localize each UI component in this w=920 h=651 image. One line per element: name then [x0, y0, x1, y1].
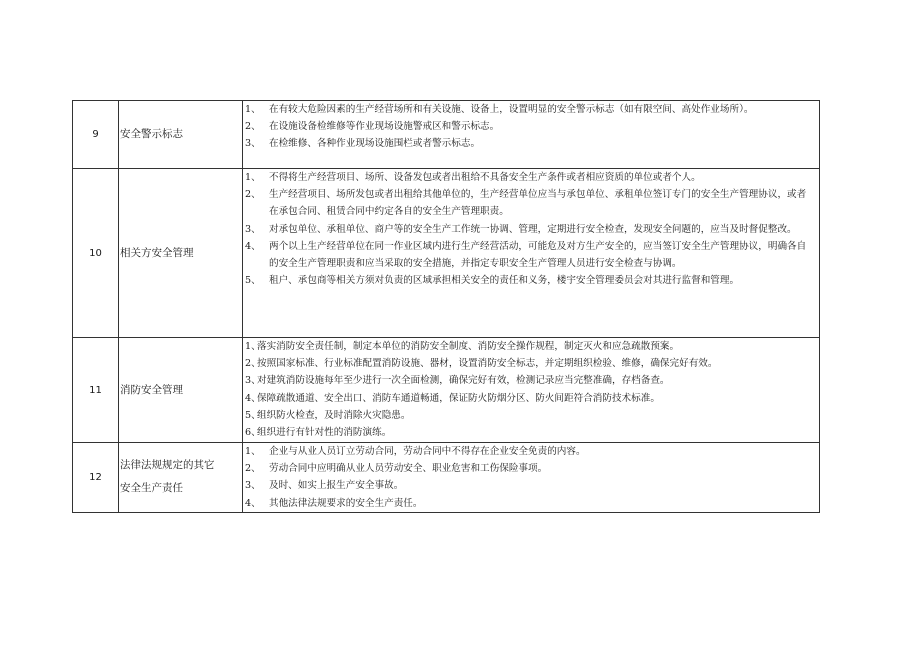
- item-marker: 3、: [245, 480, 261, 492]
- table-row: [73, 169, 820, 338]
- row-items: [243, 443, 820, 513]
- item-marker: 2、: [245, 121, 261, 133]
- item-text: 对承包单位、承租单位、商户等的安全生产工作统一协调、管理，定期进行安全检查，发现安全问题的，应当及时督促整改。: [269, 223, 797, 235]
- item-marker: 3、: [245, 375, 261, 387]
- item-marker: 4、: [245, 240, 261, 252]
- responsibility-table: [72, 100, 820, 513]
- row-title-line: 安全警示标志: [120, 128, 183, 140]
- item-marker: 4、: [245, 497, 261, 509]
- item-marker: 5、: [245, 409, 261, 421]
- row-number: 10: [73, 169, 119, 338]
- item-text: 组织进行有针对性的消防演练。: [257, 427, 392, 439]
- item-marker: 3、: [245, 223, 261, 235]
- item-marker: 6、: [245, 427, 261, 439]
- row-title-line: 安全生产责任: [120, 482, 183, 495]
- list-item: [243, 169, 819, 186]
- table-row: [73, 101, 820, 169]
- row-items: [243, 338, 820, 443]
- item-marker: 4、: [245, 392, 261, 404]
- item-text: 不得将生产经营项目、场所、设备发包或者出租给不具备安全生产条件或者相应资质的单位或者个人。: [269, 172, 701, 183]
- item-text: 劳动合同中应明确从业人员劳动安全、职业危害和工伤保险事项。: [269, 463, 548, 475]
- row-title: [119, 443, 243, 513]
- list-item: [243, 101, 819, 118]
- list-item: [243, 272, 819, 289]
- list-item: [243, 118, 819, 135]
- item-marker: 2、: [245, 358, 261, 370]
- list-item: [243, 338, 819, 355]
- item-text: 组织防火检查，及时消除火灾隐患。: [257, 409, 411, 421]
- row-title-line: 消防安全管理: [120, 383, 183, 396]
- item-text: 两个以上生产经营单位在同一作业区域内进行生产经营活动，可能危及对方生产安全的，应当签订安全生产管理协议，明确各自的安全生产管理职责和应当采取的安全措施，并指定专职安全生产管理人员进行安全检查与协调。: [269, 240, 807, 270]
- item-marker: 2、: [245, 189, 261, 201]
- item-text: 企业与从业人员订立劳动合同，劳动合同中不得存在企业安全免责的内容。: [269, 446, 586, 457]
- item-marker: 2、: [245, 463, 261, 475]
- list-item: [243, 390, 819, 407]
- list-item: [243, 460, 819, 477]
- list-item: [243, 424, 819, 441]
- row-number: 12: [73, 443, 119, 513]
- item-marker: 3、: [245, 138, 261, 150]
- item-text: 其他法律法规要求的安全生产责任。: [269, 497, 423, 509]
- row-title: [119, 338, 243, 443]
- row-number: 9: [73, 101, 119, 169]
- row-items: [243, 101, 820, 169]
- list-item: [243, 407, 819, 424]
- item-text: 保障疏散通道、安全出口、消防车通道畅通，保证防火防烟分区、防火间距符合消防技术标准。: [257, 392, 660, 404]
- item-marker: 5、: [245, 275, 261, 287]
- list-item: [243, 495, 819, 512]
- list-item: [243, 221, 819, 238]
- item-marker: 1、: [245, 172, 261, 183]
- list-item: [243, 477, 819, 494]
- list-item: [243, 238, 819, 272]
- item-text: 对建筑消防设施每年至少进行一次全面检测，确保完好有效，检测记录应当完整准确，存档备查。: [257, 375, 670, 387]
- list-item: [243, 355, 819, 372]
- row-number: 11: [73, 338, 119, 443]
- item-text: 在有较大危险因素的生产经营场所和有关设施、设备上，设置明显的安全警示标志（如有限空间、高处作业场所）。: [269, 104, 754, 115]
- list-item: [243, 135, 819, 152]
- item-text: 在设施设备检维修等作业现场设施警戒区和警示标志。: [269, 121, 500, 133]
- item-text: 按照国家标准、行业标准配置消防设施、器材，设置消防安全标志，并定期组织检验、维修，确保完好有效。: [257, 358, 718, 370]
- item-marker: 1、: [245, 446, 261, 457]
- list-item: [243, 443, 819, 460]
- item-text: 落实消防安全责任制，制定本单位的消防安全制度、消防安全操作规程，制定灭火和应急疏散预案。: [257, 341, 680, 352]
- table-row: [73, 338, 820, 443]
- table-row: [73, 443, 820, 513]
- row-title-line: 相关方安全管理: [120, 246, 194, 259]
- row-items: [243, 169, 820, 338]
- item-text: 生产经营项目、场所发包或者出租给其他单位的，生产经营单位应当与承包单位、承租单位签订专门的安全生产管理协议，或者在承包合同、租赁合同中约定各自的安全生产管理职责。: [269, 189, 807, 218]
- item-marker: 1、: [245, 341, 261, 352]
- item-text: 及时、如实上报生产安全事故。: [269, 480, 404, 492]
- list-item: [243, 372, 819, 389]
- list-item: [243, 186, 819, 220]
- row-title: [119, 101, 243, 169]
- item-text: 在检维修、各种作业现场设施围栏或者警示标志。: [269, 138, 481, 150]
- row-title-line: 法律法规规定的其它: [120, 459, 215, 472]
- item-marker: 1、: [245, 104, 261, 115]
- item-text: 租户、承包商等相关方须对负责的区域承担相关安全的责任和义务，楼宇安全管理委员会对其进行监督和管理。: [269, 275, 740, 287]
- row-title: [119, 169, 243, 338]
